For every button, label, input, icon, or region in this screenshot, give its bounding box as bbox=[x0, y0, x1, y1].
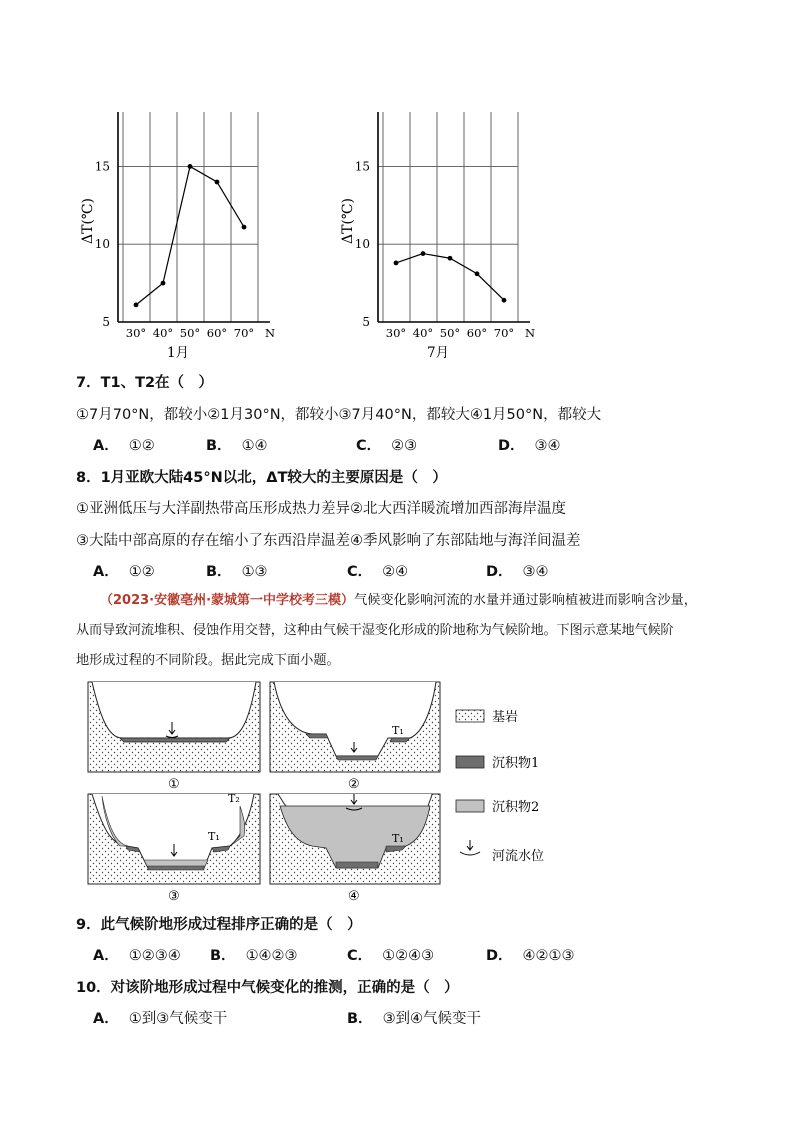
choice-text: ①④②③ bbox=[245, 948, 298, 964]
choice-text: ②③ bbox=[391, 438, 418, 454]
choice-text: ①②④③ bbox=[382, 948, 435, 964]
legend-label-water-level: 河流水位 bbox=[492, 849, 545, 864]
y-tick-label: 5 bbox=[362, 315, 370, 329]
choice-text: ①③ bbox=[241, 564, 268, 580]
y-tick-label: 15 bbox=[94, 159, 110, 174]
y-tick-label: 15 bbox=[354, 159, 370, 174]
data-point bbox=[448, 256, 453, 261]
q7-choice-d[interactable] bbox=[498, 434, 561, 455]
panel-label-1: ① bbox=[168, 777, 180, 792]
y-tick-label: 5 bbox=[102, 315, 110, 329]
choice-text: ③④ bbox=[522, 564, 549, 580]
q8-stem: 8．1月亚欧大陆45°N以北，ΔT较大的主要原因是（ ） bbox=[76, 470, 447, 486]
choice-text: ①②③④ bbox=[128, 948, 181, 964]
terrace-legend bbox=[456, 709, 544, 864]
data-point bbox=[242, 225, 247, 230]
choice-text: ①② bbox=[128, 564, 155, 580]
x-tick-label: 40° bbox=[412, 326, 434, 340]
q8-statement-2: ③大陆中部高原的存在缩小了东西沿岸温差④季风影响了东部陆地与海洋间温差 bbox=[76, 533, 581, 549]
x-tick-label: 30° bbox=[385, 326, 407, 340]
x-tick-label: 50° bbox=[439, 326, 461, 340]
legend-water-level-icon bbox=[460, 840, 480, 855]
x-tick-label: 70° bbox=[233, 326, 255, 340]
choice-letter: D． bbox=[486, 564, 513, 580]
choice-letter: C． bbox=[356, 438, 382, 454]
terrace-panel-4 bbox=[270, 794, 440, 884]
chart-july bbox=[330, 108, 560, 368]
x-tick-label: 60° bbox=[206, 326, 228, 340]
x-tick-label: 30° bbox=[125, 326, 147, 340]
x-tick-label: 40° bbox=[152, 326, 174, 340]
terrace-panel-1 bbox=[88, 682, 260, 772]
chart-caption: 7月 bbox=[426, 345, 450, 361]
choice-text: ①② bbox=[128, 438, 155, 454]
choice-letter: D． bbox=[486, 948, 513, 964]
legend-swatch-sediment-2 bbox=[456, 800, 484, 812]
legend-label-sediment-1: 沉积物1 bbox=[492, 756, 540, 771]
terrace-figure bbox=[80, 676, 560, 906]
choice-letter: B． bbox=[210, 948, 236, 964]
choice-text: ②④ bbox=[382, 564, 409, 580]
terrace-label-t1: T₁ bbox=[392, 832, 404, 845]
q9-choice-c[interactable] bbox=[347, 944, 434, 965]
choice-letter: C． bbox=[347, 948, 373, 964]
q9-choice-b[interactable] bbox=[210, 944, 298, 965]
choice-letter: A． bbox=[93, 1011, 119, 1027]
q9-stem: 9．此气候阶地形成过程排序正确的是（ ） bbox=[76, 917, 362, 933]
legend-swatch-sediment-1 bbox=[456, 756, 484, 768]
passage-line-1 bbox=[100, 586, 740, 615]
q9-choice-a[interactable] bbox=[93, 944, 181, 965]
choice-letter: B． bbox=[206, 564, 232, 580]
data-point bbox=[161, 281, 166, 286]
series-line bbox=[136, 166, 244, 304]
q10-choice-b[interactable] bbox=[347, 1007, 481, 1028]
q8-choice-c[interactable] bbox=[347, 560, 408, 581]
data-point bbox=[475, 271, 480, 276]
choice-letter: B． bbox=[206, 438, 232, 454]
chart-january bbox=[70, 108, 300, 368]
y-axis-label: ΔT(℃) bbox=[340, 197, 356, 245]
q10-choice-a[interactable] bbox=[93, 1007, 227, 1028]
legend-swatch-bedrock bbox=[456, 710, 484, 722]
choice-letter: B． bbox=[347, 1011, 373, 1027]
data-point bbox=[215, 180, 220, 185]
panel-label-4: ④ bbox=[348, 889, 360, 904]
choice-letter: D． bbox=[498, 438, 525, 454]
q8-choice-b[interactable] bbox=[206, 560, 268, 581]
choice-text: ①到③气候变干 bbox=[128, 1011, 228, 1027]
terrace-panel-3 bbox=[88, 792, 260, 884]
passage-text-1: 气候变化影响河流的水量并通过影响植被进而影响含沙量， bbox=[354, 593, 697, 608]
legend-label-sediment-2: 沉积物2 bbox=[492, 800, 540, 815]
q7-choice-c[interactable] bbox=[356, 434, 417, 455]
passage-line-2: 从而导致河流堆积、侵蚀作用交替，这种由气候干湿变化形成的阶地称为气候阶地。下图示意某地气候阶 bbox=[76, 623, 674, 638]
choice-letter: A． bbox=[93, 438, 119, 454]
passage-line-3: 地形成过程的不同阶段。据此完成下面小题。 bbox=[76, 653, 340, 668]
data-point bbox=[134, 302, 139, 307]
data-point bbox=[502, 298, 507, 303]
legend-label-bedrock: 基岩 bbox=[492, 710, 519, 725]
choice-letter: A． bbox=[93, 948, 119, 964]
choice-letter: C． bbox=[347, 564, 373, 580]
choice-text: ④②①③ bbox=[522, 948, 575, 964]
y-axis-label: ΔT(℃) bbox=[80, 197, 96, 245]
y-tick-label: 10 bbox=[354, 237, 370, 252]
x-tick-label: N bbox=[264, 326, 276, 340]
q7-choice-b[interactable] bbox=[206, 434, 268, 455]
source-tag: （2023·安徽亳州·蒙城第一中学校考三模） bbox=[100, 593, 355, 608]
panel-label-2: ② bbox=[348, 777, 360, 792]
chart-caption: 1月 bbox=[166, 345, 190, 361]
choice-text: ③④ bbox=[534, 438, 561, 454]
data-point bbox=[394, 260, 399, 265]
q9-choice-d[interactable] bbox=[486, 944, 575, 965]
panel-label-3: ③ bbox=[168, 889, 180, 904]
q8-choice-d[interactable] bbox=[486, 560, 549, 581]
terrace-label-t1: T₁ bbox=[392, 724, 404, 737]
q7-stem: 7．T1、T2在（ ） bbox=[76, 375, 214, 391]
terrace-label-t2: T₂ bbox=[228, 792, 240, 805]
choice-text: ①④ bbox=[241, 438, 268, 454]
terrace-label-t1: T₁ bbox=[208, 830, 220, 843]
y-tick-label: 10 bbox=[94, 237, 110, 252]
q8-choice-a[interactable] bbox=[93, 560, 155, 581]
x-tick-label: 50° bbox=[179, 326, 201, 340]
q7-choice-a[interactable] bbox=[93, 434, 155, 455]
data-point bbox=[421, 251, 426, 256]
q7-statements: ①7月70°N，都较小②1月30°N，都较小③7月40°N，都较大④1月50°N，都较大 bbox=[76, 407, 602, 423]
q10-stem: 10．对该阶地形成过程中气候变化的推测，正确的是（ ） bbox=[76, 980, 459, 996]
choice-letter: A． bbox=[93, 564, 119, 580]
choice-text: ③到④气候变干 bbox=[382, 1011, 482, 1027]
x-tick-label: N bbox=[524, 326, 536, 340]
data-point bbox=[188, 164, 193, 169]
x-tick-label: 70° bbox=[493, 326, 515, 340]
terrace-panel-2 bbox=[270, 682, 440, 772]
q8-statement-1: ①亚洲低压与大洋副热带高压形成热力差异②北大西洋暖流增加西部海岸温度 bbox=[76, 501, 566, 517]
x-tick-label: 60° bbox=[466, 326, 488, 340]
